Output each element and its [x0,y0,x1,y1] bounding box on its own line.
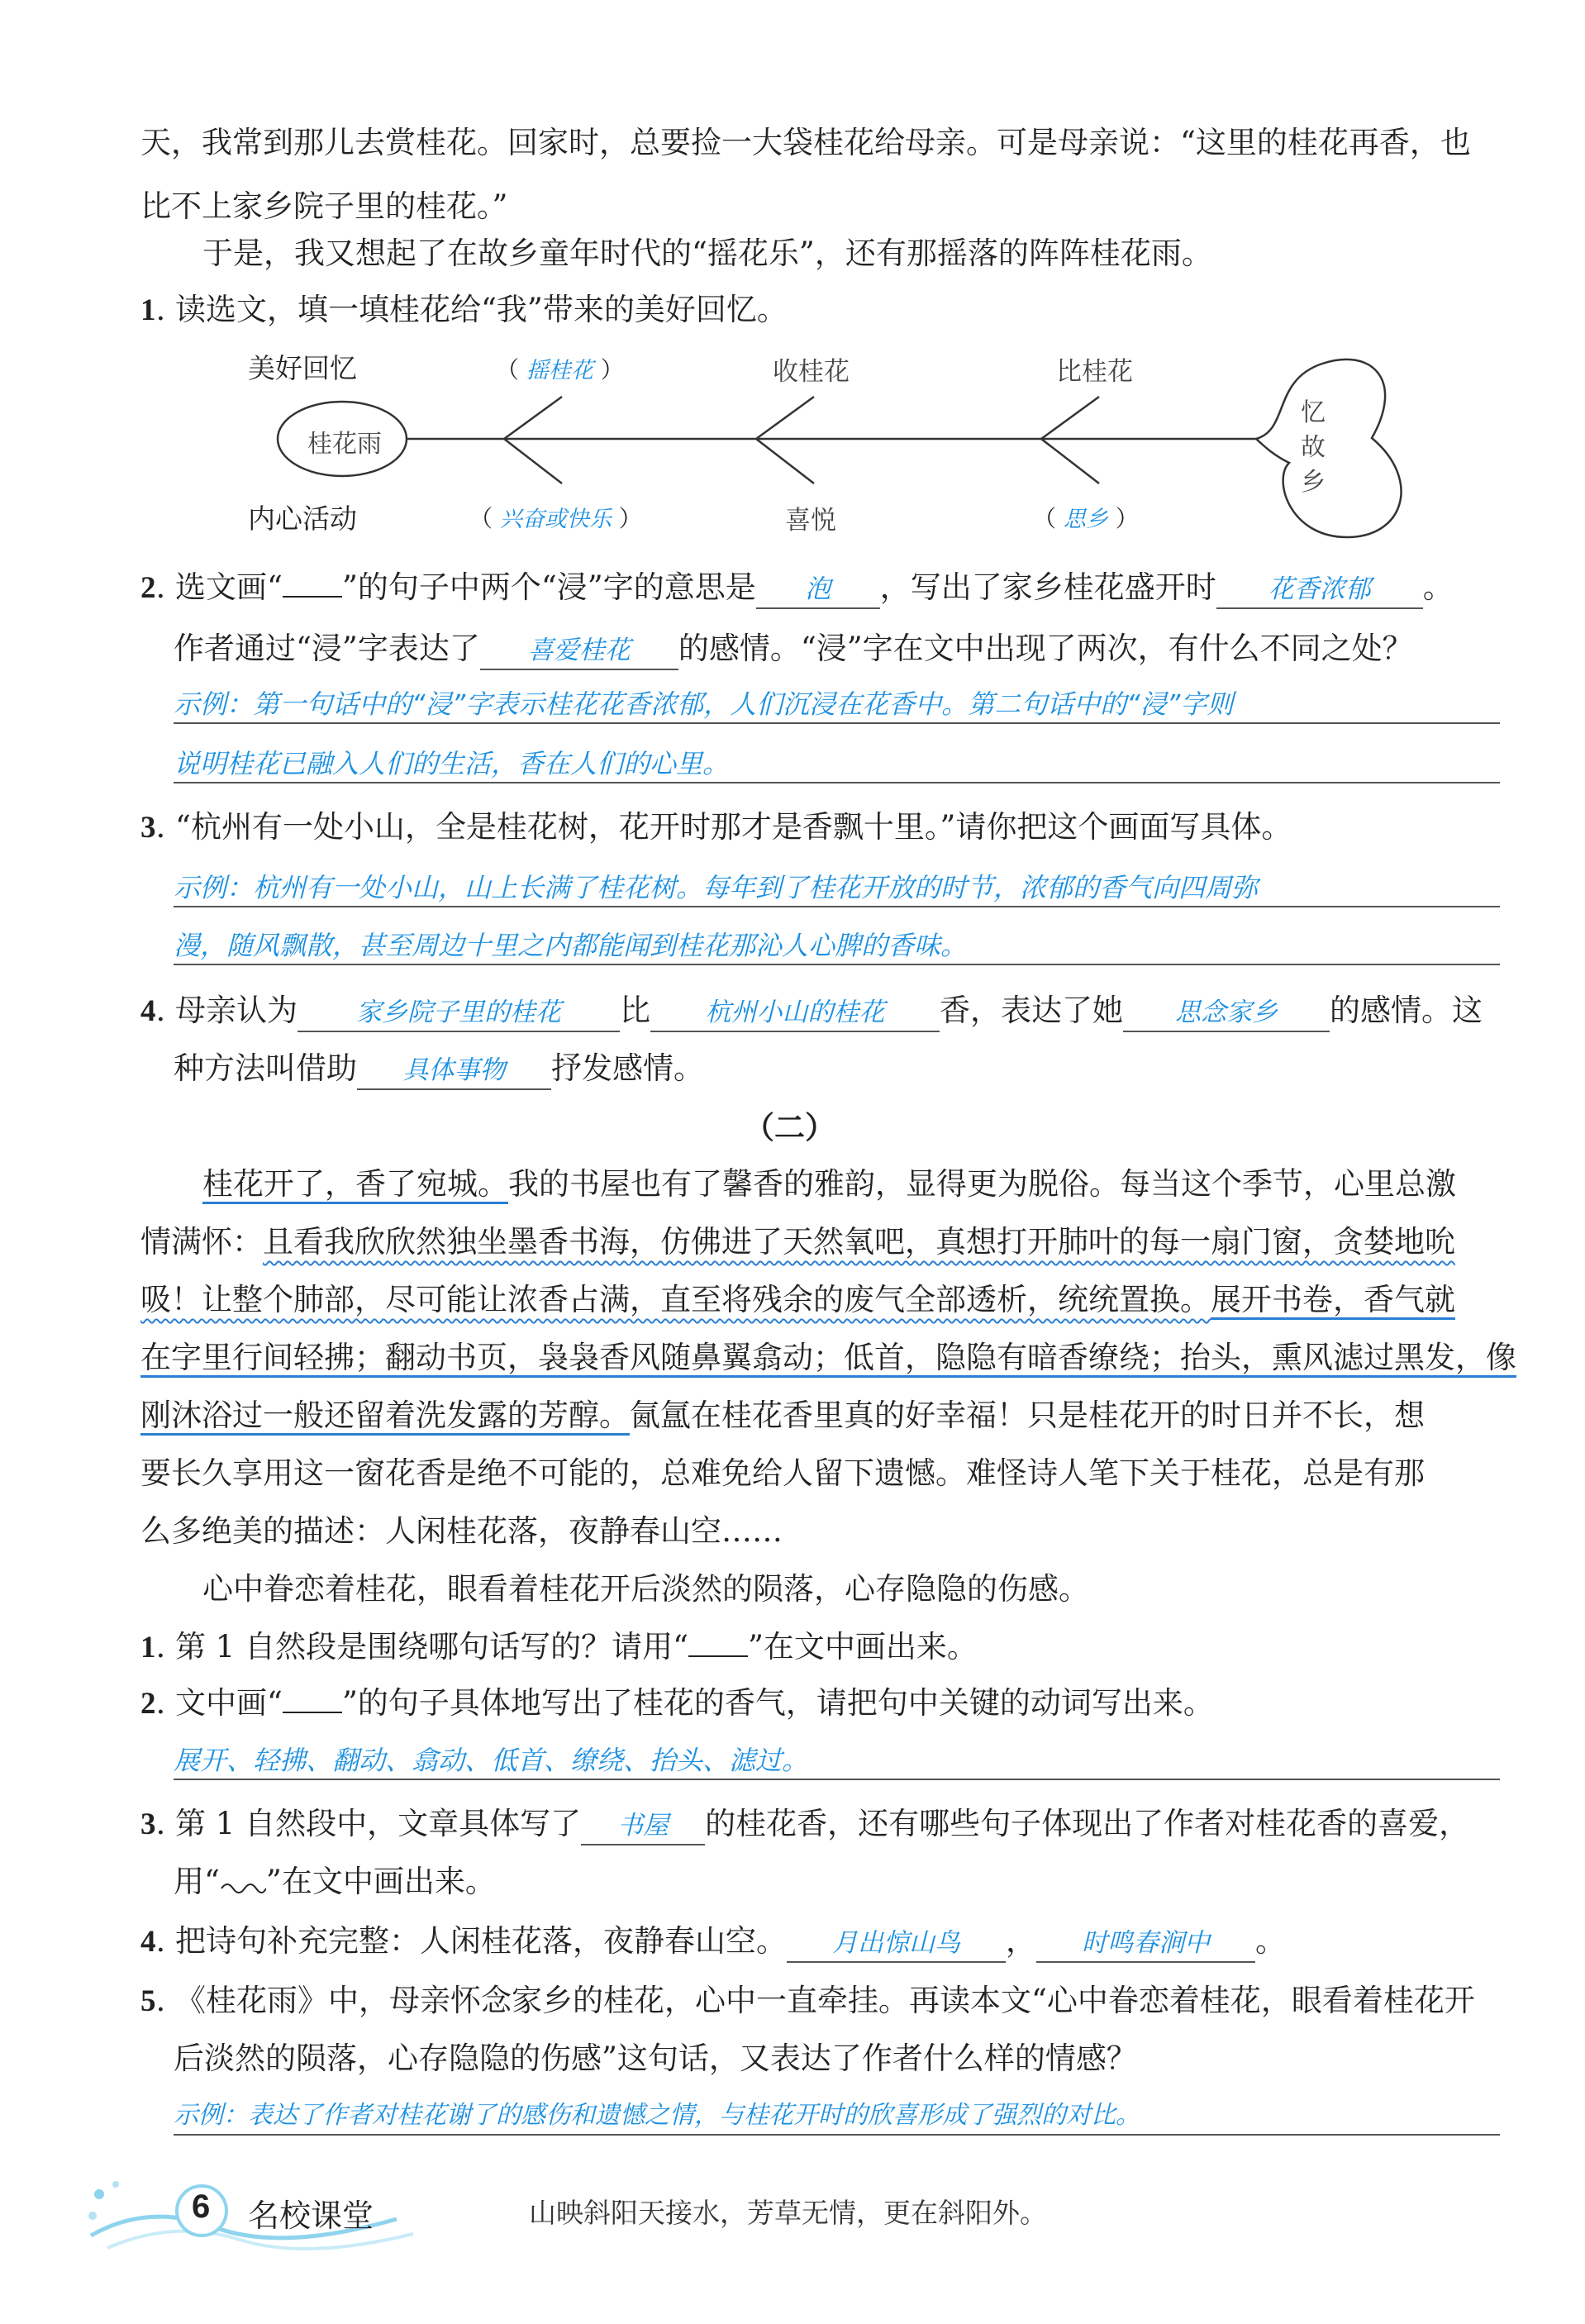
p2q4-prompt [140,1921,1286,1963]
top-answer-1: 摇桂花 [526,358,593,383]
wavy-line-mark [220,1875,266,1893]
q2-text-b: ”的句子中两个“浸”字的意思是 [341,569,756,605]
q4-answer-4: 具体事物 [357,1052,551,1090]
q4-text-b: 比 [620,993,651,1028]
passage2-line2-start: 情满怀： [140,1224,263,1260]
head-char-2: 故 [1301,433,1326,462]
passage2-line6: 要长久享用这一窗花香是绝不可能的，总难免给人留下遗憾。难怪诗人笔下关于桂花，总是有那 [140,1455,1425,1491]
q2-blank-mark [283,596,342,598]
p2q3-text-b: 的桂花香，还有哪些句子体现出了作者对桂花香的喜爱， [705,1806,1470,1841]
tail-text: 桂花雨 [307,430,382,459]
q2-answer-2: 花香浓郁 [1216,571,1423,609]
brand-name: 名校课堂 [248,2198,374,2234]
q2-text-c: ，写出了家乡桂花盛开时 [879,569,1216,605]
p2q2-answer-line: 展开、轻拂、翻动、翕动、低首、缭绕、抬头、滤过。 [174,1742,1500,1780]
q4-text-c: 香，表达了她 [940,993,1124,1028]
wavy-sentence-2: 吸！让整个肺部，尽可能让浓香占满，直至将残余的废气全部透析，统统置换。 [140,1282,1211,1317]
passage2-line1-rest: 我的书屋也有了馨香的雅韵，显得更为脱俗。每当这个季节，心里总激 [508,1166,1456,1202]
q4-line1 [140,990,1483,1032]
p2q2-blank-mark [283,1712,342,1713]
q4-answer-1: 家乡院子里的桂花 [297,994,620,1032]
p2q3-text-d: ”在文中画出来。 [265,1864,496,1899]
q2-text-d: 。 [1422,569,1454,605]
p2q4-text-a: . 把诗句补充完整：人闲桂花落，夜静春山空。 [155,1923,788,1959]
p2q4-text-c: 。 [1255,1923,1287,1959]
q2-number: 2 [140,571,156,605]
q2-text-a: . 选文画“ [155,569,283,605]
p2q4-text-b: ， [1006,1923,1037,1959]
straight-sentence-3: 刚沐浴过一般还留着洗发露的芳醇。 [140,1398,630,1436]
q2-answer-line2: 说明桂花已融入人们的生活，香在人们的心里。 [174,745,1500,783]
p2q1-text-a: . 第 1 自然段是围绕哪句话写的？请用“ [155,1629,689,1664]
p2q3-number: 3 [140,1807,156,1841]
bottom-item-2: 喜悦 [785,506,836,536]
rib-3 [1041,397,1099,483]
head-char-3: 乡 [1301,468,1326,497]
q2-answer-line1: 示例：第一句话中的“浸”字表示桂花花香浓郁，人们沉浸在花香中。第二句话中的“浸”字则 [174,686,1500,724]
rib-2 [756,397,814,483]
p2q1-blank-mark [688,1655,748,1657]
passage2-line1 [202,1164,1456,1205]
q1-text: . 读选文，填一填桂花给“我”带来的美好回忆。 [155,292,788,327]
bottom-item-3: （ 思乡 ） [1033,505,1139,532]
p2q3-line1 [140,1803,1469,1845]
section-2-title: （二） [744,1110,835,1145]
q2-answer-1: 泡 [756,571,880,609]
bottom-answer-1: 兴奋或快乐 [499,507,612,532]
q4-text-a: . 母亲认为 [155,993,298,1028]
q4-text-f: 抒发感情。 [551,1050,704,1086]
head-char-1: 忆 [1301,398,1326,427]
label-feelings: 内心活动 [248,502,357,535]
wavy-sentence-1: 且看我欣欣然独坐墨香书海，仿佛进了天然氧吧，真想打开肺叶的每一扇门窗，贪婪地吮 [263,1224,1455,1260]
q3-prompt [140,807,1292,849]
q3-text: . “杭州有一处小山，全是桂花树，花开时那才是香飘十里。”请你把这个画面写具体。 [155,809,1292,845]
passage1-line1: 天，我常到那儿去赏桂花。回家时，总要捡一大袋桂花给母亲。可是母亲说：“这里的桂花再香，也 [140,125,1471,160]
passage2-line2 [140,1222,1455,1263]
q2-line2 [174,628,1413,670]
q4-text-d: 的感情。这 [1330,993,1483,1028]
straight-sentence-2: 在字里行间轻拂；翻动书页，袅袅香风随鼻翼翕动；低首，隐隐有暗香缭绕；抬头，熏风滤过黑发，像 [140,1340,1516,1378]
topic-sentence: 桂花开了，香了宛城。 [202,1166,508,1204]
p2q3-text-c: 用“ [174,1864,220,1899]
q4-number: 4 [140,994,156,1028]
p2q2-text-b: ”的句子具体地写出了桂花的香气，请把句中关键的动词写出来。 [341,1685,1214,1721]
rib-1 [504,397,562,483]
label-memories: 美好回忆 [248,352,357,384]
p2q2-prompt [140,1683,1214,1725]
p2q5-answer-line: 示例：表达了作者对桂花谢了的感伤和遗憾之情，与桂花开时的欣喜形成了强烈的对比。 [174,2098,1500,2136]
p2q1-number: 1 [140,1631,156,1664]
p2q2-number: 2 [140,1687,156,1721]
heart-head [1256,360,1402,537]
p2q5-number: 5 [140,1984,156,2018]
top-item-3: 比桂花 [1056,357,1133,387]
p2q2-text-a: . 文中画“ [155,1685,283,1721]
q3-answer-line1: 示例：杭州有一处小山，山上长满了桂花树。每年到了桂花开放的时节，浓郁的香气向四周弥 [174,869,1500,907]
q2-text-e: 作者通过“浸”字表达了 [174,631,480,666]
page-number: 6 [192,2188,211,2225]
bottom-item-1: （ 兴奋或快乐 ） [469,505,642,532]
p2q4-answer-2: 时鸣春涧中 [1036,1925,1255,1963]
passage2-line5 [140,1395,1425,1436]
p2q3-line2 [174,1861,496,1903]
p2q1-text-b: ”在文中画出来。 [748,1629,978,1664]
passage2-line8: 心中眷恋着桂花，眼看着桂花开后淡然的陨落，心存隐隐的伤感。 [202,1571,1089,1607]
top-item-2: 收桂花 [773,357,850,387]
p2q4-answer-1: 月出惊山鸟 [787,1925,1006,1963]
bottom-answer-3: 思乡 [1063,507,1108,532]
q3-answer-line2: 漫，随风飘散，甚至周边十里之内都能闻到桂花那沁人心脾的香味。 [174,927,1500,965]
q2-line1 [140,567,1454,609]
q3-number: 3 [140,811,156,845]
passage2-line5-rest: 氤氲在桂花香里真的好幸福！只是桂花开的时日并不长，想 [630,1398,1425,1433]
q4-answer-3: 思念家乡 [1123,994,1330,1032]
q1-number: 1 [140,293,156,327]
p2q5-text-a: . 《桂花雨》中，母亲怀念家乡的桂花，心中一直牵挂。再读本文“心中眷恋着桂花，眼看着桂花开 [155,1983,1475,2018]
memory-fishbone-diagram [0,0,1585,579]
q4-line2 [174,1048,704,1090]
passage2-line4 [140,1337,1516,1379]
top-item-1: （ 摇桂花 ） [496,356,624,383]
p2q1-prompt [140,1626,978,1669]
passage2-line3 [140,1279,1455,1321]
q2-answer-3: 喜爱桂花 [480,632,678,670]
p2q4-number: 4 [140,1925,156,1959]
passage2-line7: 么多绝美的描述：人闲桂花落，夜静春山空…… [140,1513,783,1549]
footer-quote: 山映斜阳天接水，芳草无情，更在斜阳外。 [529,2197,1047,2229]
q4-answer-2: 杭州小山的桂花 [650,994,940,1032]
p2q5-line1 [140,1980,1475,2022]
q2-text-f: 的感情。“浸”字在文中出现了两次，有什么不同之处？ [678,631,1413,666]
q4-text-e: 种方法叫借助 [174,1050,357,1086]
p2q5-line2: 后淡然的陨落，心存隐隐的伤感”这句话，又表达了作者什么样的情感？ [174,2041,1137,2076]
passage1-line3: 于是，我又想起了在故乡童年时代的“摇花乐”，还有那摇落的阵阵桂花雨。 [202,236,1212,271]
passage1-line2: 比不上家乡院子里的桂花。” [140,188,508,224]
p2q3-answer-1: 书屋 [581,1807,705,1845]
straight-sentence-1: 展开书卷，香气就 [1211,1282,1455,1320]
p2q3-text-a: . 第 1 自然段中，文章具体写了 [155,1806,582,1841]
